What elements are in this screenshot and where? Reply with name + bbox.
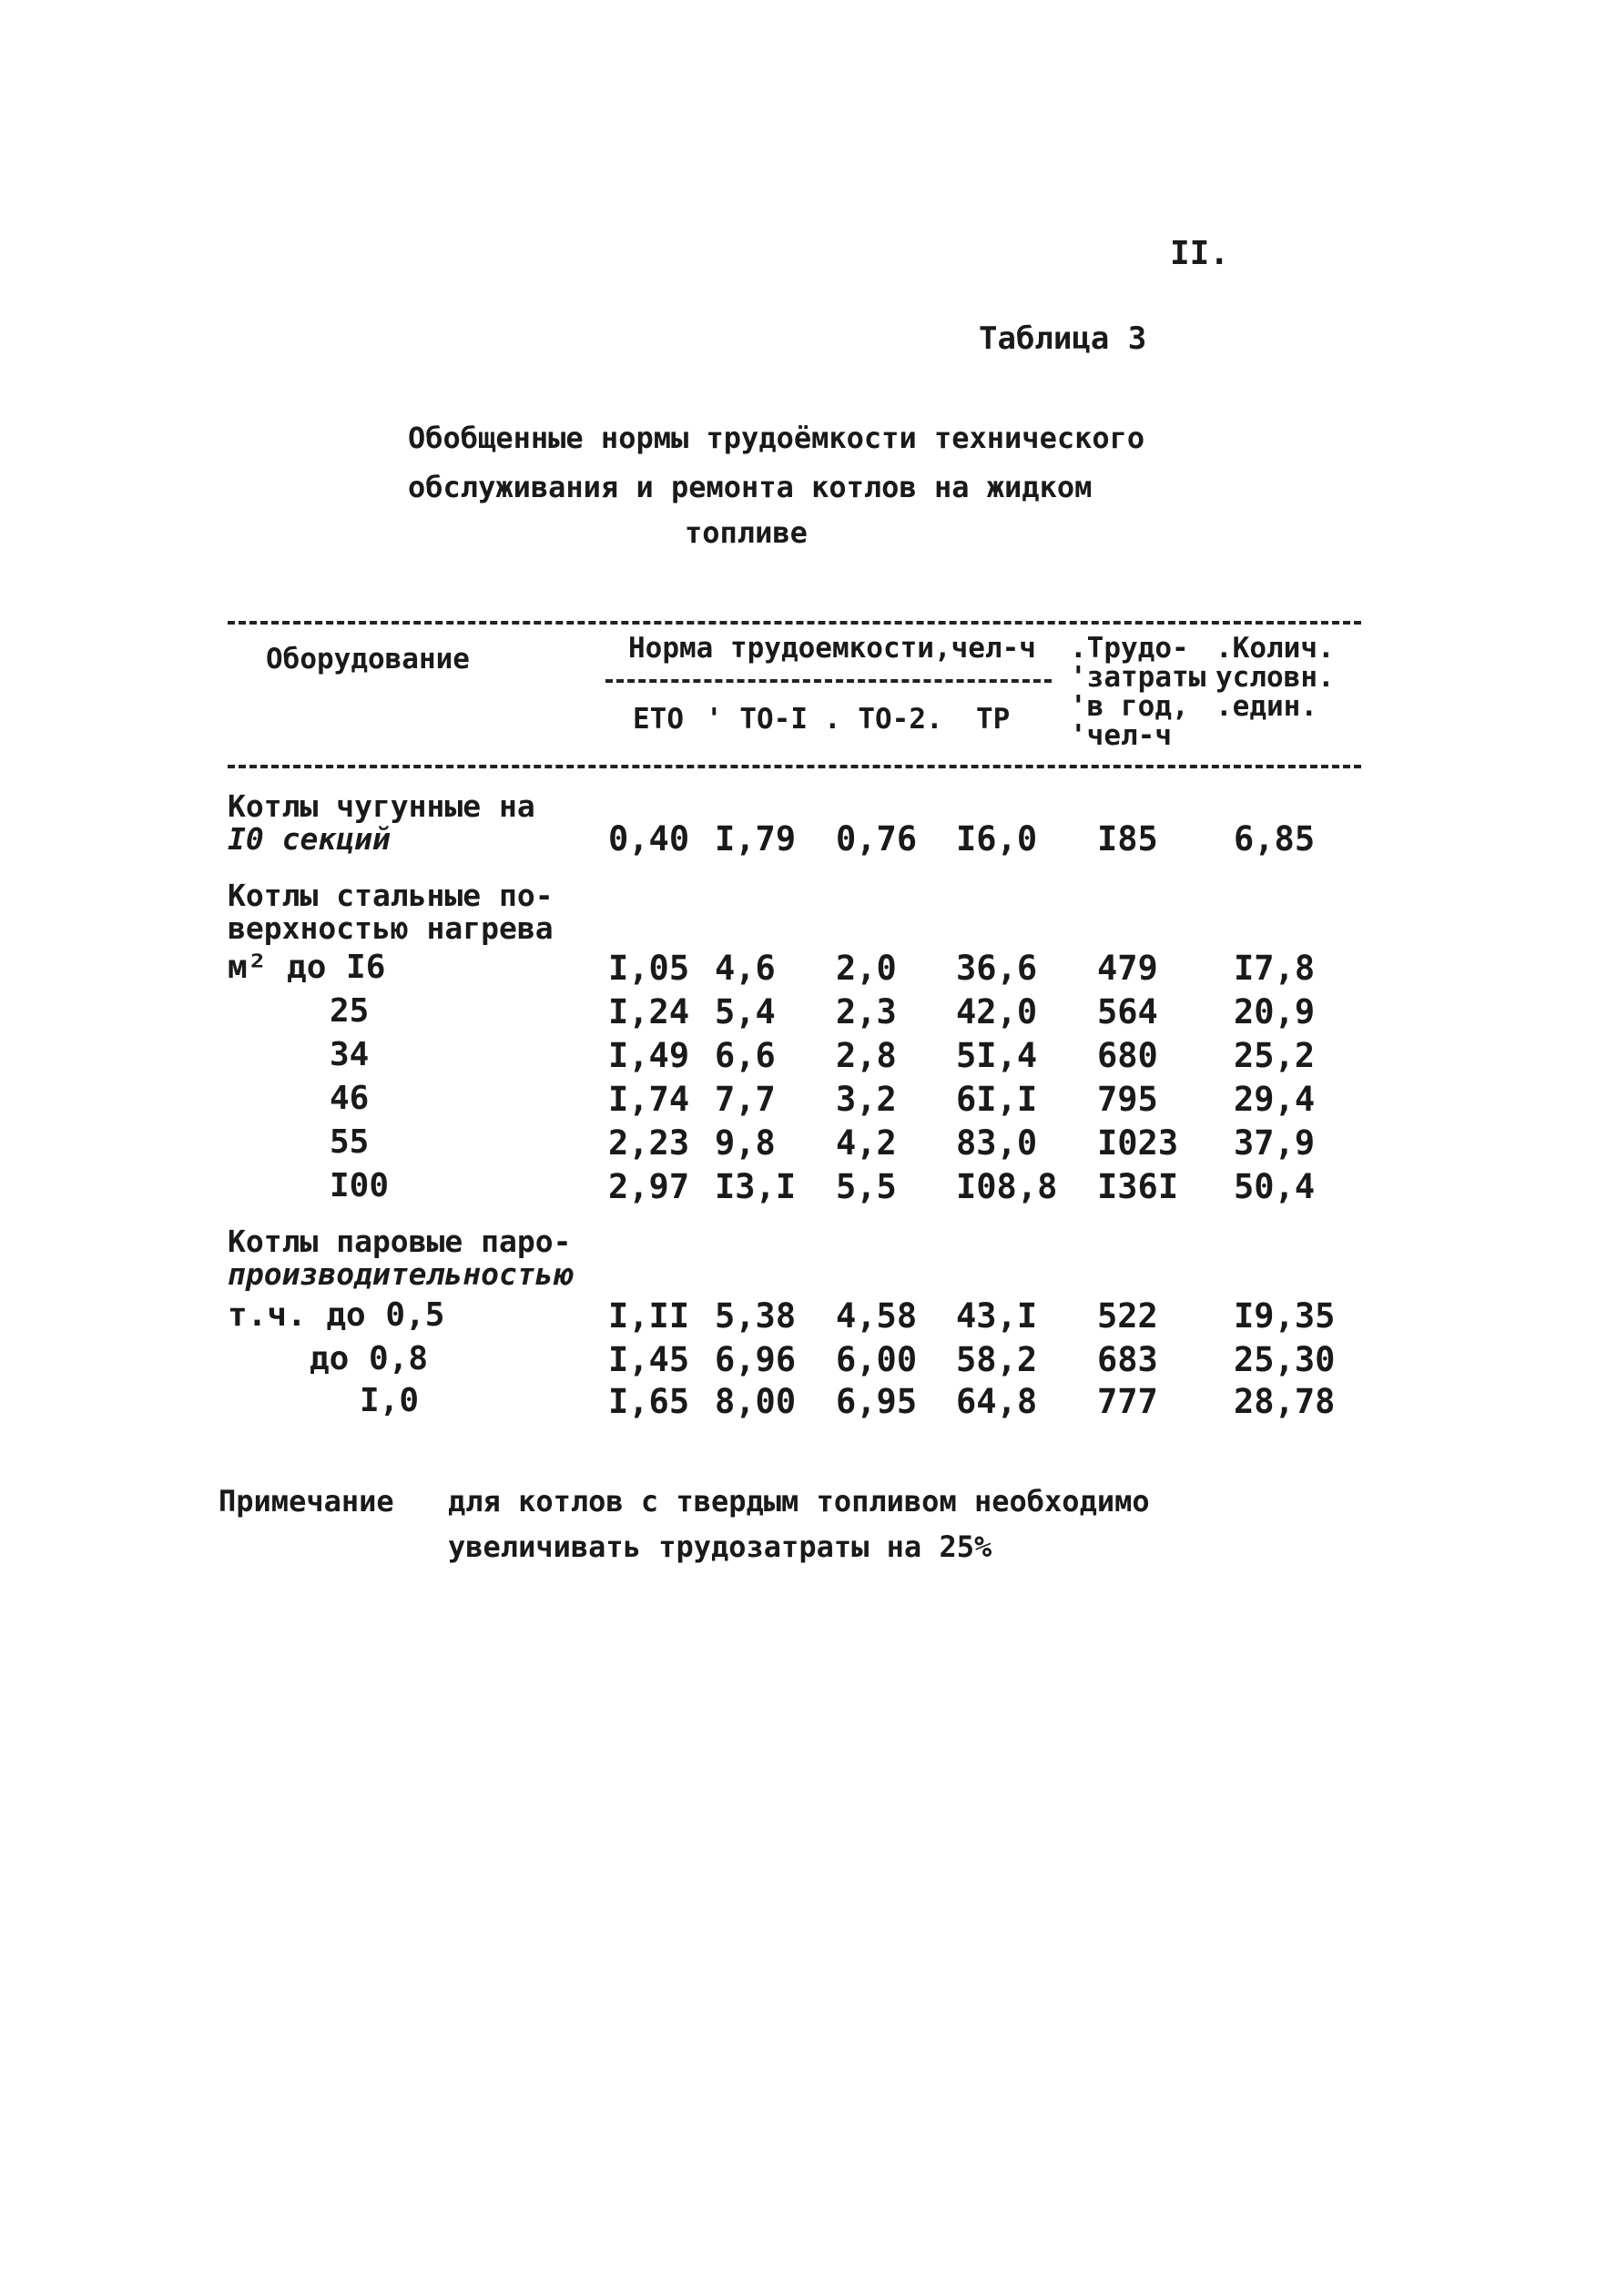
cell-units: 50,4 <box>1234 1167 1316 1206</box>
header-to2: . ТО-2. <box>824 703 943 736</box>
cell-tr: 64,8 <box>956 1382 1038 1421</box>
group-steel-line-1: Котлы стальные по- <box>228 878 554 913</box>
cell-tr: 42,0 <box>956 992 1038 1031</box>
cell-eto: I,49 <box>608 1036 690 1075</box>
cell-tr: 83,0 <box>956 1123 1038 1163</box>
table-header-mid-rule <box>605 679 1052 683</box>
cell-tr: I6,0 <box>956 819 1038 858</box>
group-steam-line-1: Котлы паровые паро- <box>228 1224 572 1259</box>
group-steam-line-2: производительностью <box>228 1256 572 1292</box>
cell-to2: 0,76 <box>836 819 918 858</box>
note-text-line-1: для котлов с твердым топливом необходимо <box>448 1484 1150 1519</box>
row-label: до 0,8 <box>310 1340 429 1377</box>
cell-tr: 58,2 <box>956 1340 1038 1379</box>
page-number: II. <box>1170 235 1230 272</box>
cell-units: 37,9 <box>1234 1123 1316 1163</box>
cell-units: 20,9 <box>1234 992 1316 1031</box>
cell-eto: 2,97 <box>608 1167 690 1206</box>
cell-units: 28,78 <box>1234 1382 1336 1421</box>
cell-labor: 683 <box>1097 1340 1158 1379</box>
cell-units: 6,85 <box>1234 819 1316 858</box>
cell-to1: 9,8 <box>715 1123 776 1163</box>
cell-eto: I,II <box>608 1296 690 1336</box>
cell-to2: 4,2 <box>836 1123 897 1163</box>
cell-to1: 7,7 <box>715 1080 776 1119</box>
cell-to1: 8,00 <box>715 1382 797 1421</box>
cell-labor: 479 <box>1097 949 1158 988</box>
cell-labor: 680 <box>1097 1036 1158 1075</box>
cell-eto: I,65 <box>608 1382 690 1421</box>
cell-to2: 2,8 <box>836 1036 897 1075</box>
cell-eto: I,74 <box>608 1080 690 1119</box>
header-units-line-3: .един. <box>1215 690 1317 723</box>
cell-eto: I,24 <box>608 992 690 1031</box>
table-caption-line-2: обслуживания и ремонта котлов на жидком <box>408 470 1093 504</box>
header-eto: ЕТО <box>633 703 684 736</box>
header-labor-line-4: 'чел-ч <box>1070 719 1172 752</box>
header-labor-line-1: .Трудо- <box>1070 632 1189 665</box>
cell-tr: 5I,4 <box>956 1036 1038 1075</box>
cell-to2: 6,00 <box>836 1340 918 1379</box>
cell-eto: I,45 <box>608 1340 690 1379</box>
cell-units: 29,4 <box>1234 1080 1316 1119</box>
cell-tr: 6I,I <box>956 1080 1038 1119</box>
cell-to2: 3,2 <box>836 1080 897 1119</box>
cell-tr: I08,8 <box>956 1167 1058 1206</box>
header-labor-line-3: 'в год, <box>1070 690 1189 723</box>
note-text-line-2: увеличивать трудозатраты на 25% <box>448 1529 992 1564</box>
row-label: м² до I6 <box>228 949 386 986</box>
row-label: I,0 <box>360 1382 420 1419</box>
cell-eto: 0,40 <box>608 819 690 858</box>
cell-to1: 6,96 <box>715 1340 797 1379</box>
cell-eto: 2,23 <box>608 1123 690 1163</box>
cell-tr: 36,6 <box>956 949 1038 988</box>
table-header-bottom-rule <box>228 765 1361 768</box>
table-caption-line-3: топливе <box>685 515 808 550</box>
cell-labor: I36I <box>1097 1167 1179 1206</box>
row-label: 25 <box>330 992 370 1030</box>
header-labor-line-2: 'затраты <box>1070 661 1206 694</box>
cell-to1: I3,I <box>715 1167 797 1206</box>
cell-labor: I023 <box>1097 1123 1179 1163</box>
cell-eto: I,05 <box>608 949 690 988</box>
row-label: 46 <box>330 1080 370 1117</box>
cell-to1: 5,38 <box>715 1296 797 1336</box>
header-units-line-1: .Колич. <box>1215 632 1335 665</box>
cell-to2: 2,3 <box>836 992 897 1031</box>
cell-to2: 2,0 <box>836 949 897 988</box>
cell-labor: 522 <box>1097 1296 1158 1336</box>
cell-to2: 4,58 <box>836 1296 918 1336</box>
cell-units: 25,2 <box>1234 1036 1316 1075</box>
cell-to1: 4,6 <box>715 949 776 988</box>
cell-labor: 564 <box>1097 992 1158 1031</box>
header-to1: ' ТО-I <box>706 703 808 736</box>
cell-to1: 6,6 <box>715 1036 776 1075</box>
group-cast-iron-line-1: Котлы чугунные на <box>228 788 535 824</box>
header-norm-group: Норма трудоемкости,чел-ч <box>628 632 1036 665</box>
cell-to1: 5,4 <box>715 992 776 1031</box>
table-top-rule <box>228 621 1361 625</box>
note-label: Примечание <box>219 1484 394 1519</box>
header-equipment: Оборудование <box>266 643 470 676</box>
cell-labor: I85 <box>1097 819 1158 858</box>
row-label: 55 <box>330 1123 370 1161</box>
row-label: т.ч. до 0,5 <box>228 1296 445 1334</box>
group-steel-line-2: верхностью нагрева <box>228 910 554 946</box>
cell-units: I9,35 <box>1234 1296 1336 1336</box>
row-label: 34 <box>330 1036 370 1073</box>
group-cast-iron-line-2: I0 секций <box>228 821 391 857</box>
header-units-line-2: условн. <box>1215 661 1335 694</box>
table-label: Таблица 3 <box>979 320 1147 357</box>
cell-tr: 43,I <box>956 1296 1038 1336</box>
header-tr: ТР <box>976 703 1011 736</box>
row-label: I00 <box>330 1167 390 1204</box>
table-caption-line-1: Обобщенные нормы трудоёмкости технического <box>408 421 1145 455</box>
cell-units: I7,8 <box>1234 949 1316 988</box>
cell-to2: 5,5 <box>836 1167 897 1206</box>
cell-labor: 777 <box>1097 1382 1158 1421</box>
cell-to2: 6,95 <box>836 1382 918 1421</box>
cell-to1: I,79 <box>715 819 797 858</box>
cell-labor: 795 <box>1097 1080 1158 1119</box>
cell-units: 25,30 <box>1234 1340 1336 1379</box>
